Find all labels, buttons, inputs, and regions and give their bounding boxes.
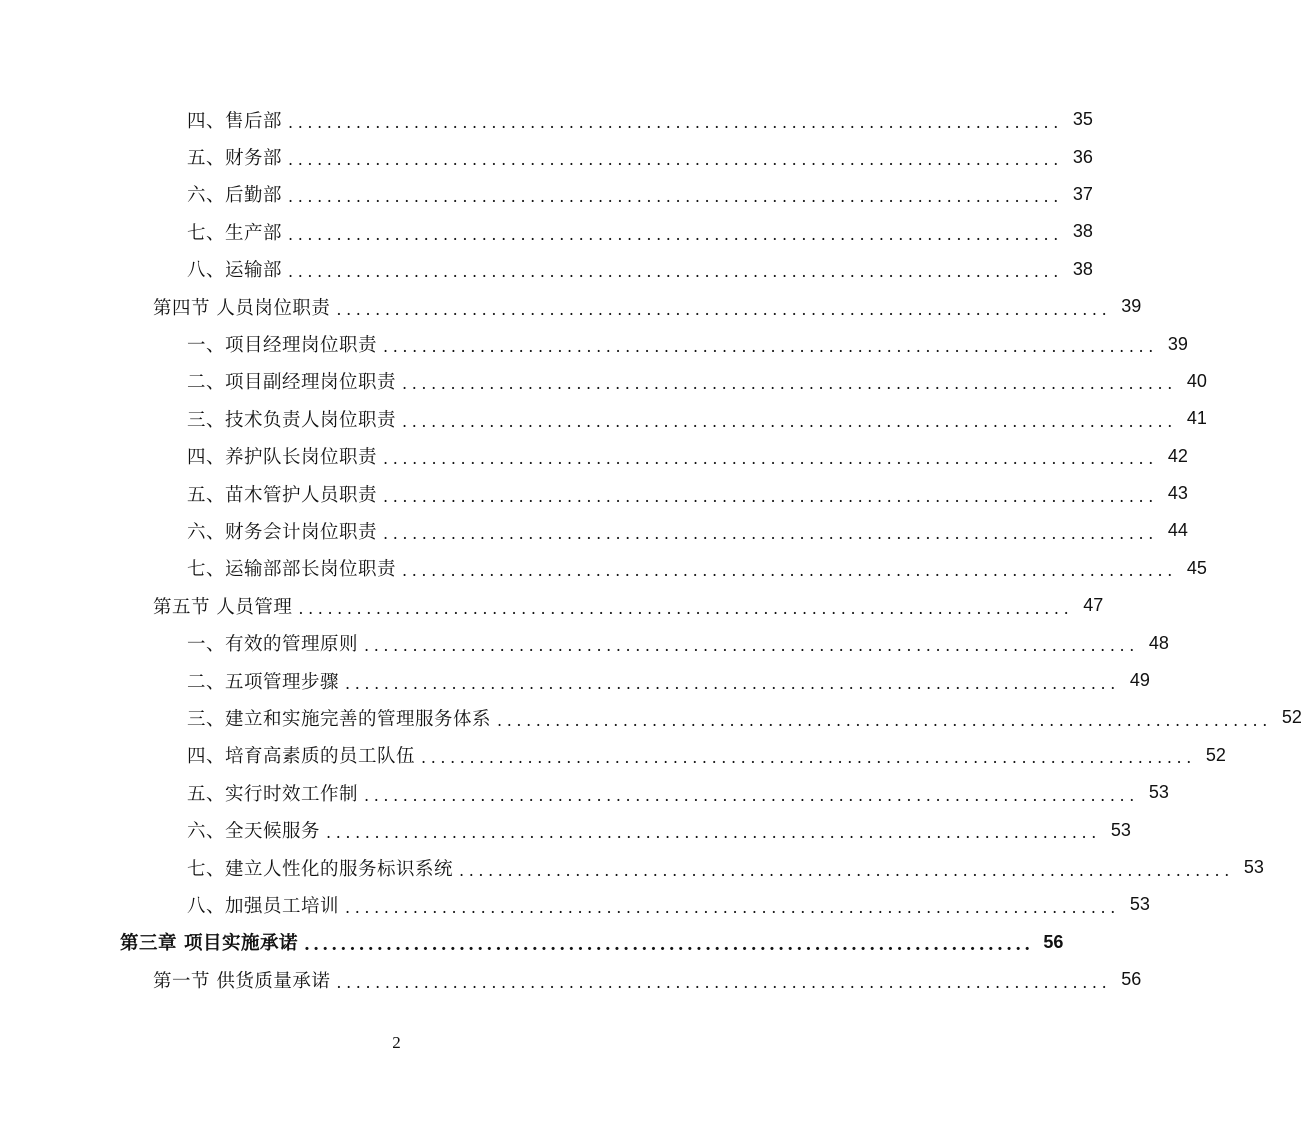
toc-entry-title: 六、后勤部 bbox=[187, 185, 283, 207]
toc-entry-title: 七、生产部 bbox=[187, 222, 283, 244]
dot-leader: ................................................................................ bbox=[288, 150, 1063, 170]
dot-leader: ................................................................................ bbox=[383, 486, 1158, 506]
toc-entry[interactable] bbox=[0, 811, 1131, 848]
toc-entry-title: 四、养护队长岗位职责 bbox=[187, 447, 378, 469]
toc-entry-title: 五、实行时效工作制 bbox=[187, 783, 359, 805]
dot-leader: ................................................................................ bbox=[364, 636, 1139, 656]
toc-entry[interactable] bbox=[0, 924, 1064, 961]
toc-entry-page: 49 bbox=[1129, 670, 1150, 691]
dot-leader: ................................................................................ bbox=[421, 748, 1196, 768]
toc-entry-title: 一、项目经理岗位职责 bbox=[187, 335, 378, 357]
dot-leader: ................................................................................ bbox=[402, 561, 1177, 581]
toc-entry-title: 第一节 供货质量承诺 bbox=[153, 970, 331, 992]
toc-entry-title: 三、技术负责人岗位职责 bbox=[187, 409, 397, 431]
toc-entry-title: 一、有效的管理原则 bbox=[187, 634, 359, 656]
toc-entry[interactable] bbox=[0, 699, 1302, 736]
dot-leader: ................................................................................ bbox=[402, 411, 1177, 431]
toc-entry-page: 40 bbox=[1186, 370, 1207, 391]
toc-entry-title: 四、售后部 bbox=[187, 110, 283, 132]
toc-entry-page: 38 bbox=[1072, 258, 1093, 279]
toc-entry-page: 43 bbox=[1167, 483, 1188, 504]
toc-entry-title: 五、苗木管护人员职责 bbox=[187, 484, 378, 506]
toc-entry-page: 52 bbox=[1205, 744, 1226, 765]
toc-entry-title: 六、全天候服务 bbox=[187, 821, 321, 843]
toc-entry-page: 53 bbox=[1110, 819, 1131, 840]
toc-entry-title: 第三章 项目实施承诺 bbox=[120, 933, 298, 955]
toc-entry-title: 四、培育高素质的员工队伍 bbox=[187, 746, 416, 768]
toc-entry-page: 38 bbox=[1072, 221, 1093, 242]
dot-leader: ................................................................................ bbox=[402, 374, 1177, 394]
toc-entry-title: 第五节 人员管理 bbox=[153, 596, 293, 618]
toc-entry-page: 44 bbox=[1167, 520, 1188, 541]
toc-entry[interactable] bbox=[0, 325, 1188, 362]
toc-entry-title: 七、建立人性化的服务标识系统 bbox=[187, 858, 454, 880]
dot-leader: ................................................................................ bbox=[288, 187, 1063, 207]
toc-entry-title: 七、运输部部长岗位职责 bbox=[187, 559, 397, 581]
dot-leader: ................................................................................ bbox=[383, 449, 1158, 469]
toc-entry[interactable] bbox=[0, 363, 1207, 400]
toc-entry[interactable] bbox=[0, 138, 1093, 175]
toc-entry-page: 39 bbox=[1167, 333, 1188, 354]
toc-entry-page: 35 bbox=[1072, 109, 1093, 130]
toc-entry-title: 六、财务会计岗位职责 bbox=[187, 521, 378, 543]
toc-entry-title: 二、五项管理步骤 bbox=[187, 671, 340, 693]
dot-leader: ................................................................................ bbox=[459, 860, 1234, 880]
toc-entry[interactable] bbox=[0, 624, 1169, 661]
toc-entry[interactable] bbox=[0, 662, 1150, 699]
dot-leader: ................................................................................ bbox=[497, 710, 1272, 730]
toc-entry-title: 三、建立和实施完善的管理服务体系 bbox=[187, 708, 492, 730]
toc-entry-page: 52 bbox=[1281, 707, 1302, 728]
dot-leader: ................................................................................ bbox=[383, 337, 1158, 357]
dot-leader: ................................................................................ bbox=[288, 224, 1063, 244]
toc-entry-page: 42 bbox=[1167, 445, 1188, 466]
toc-entry-title: 第四节 人员岗位职责 bbox=[153, 297, 331, 319]
toc-entry-title: 五、财务部 bbox=[187, 148, 283, 170]
dot-leader: ................................................................................ bbox=[345, 897, 1120, 917]
dot-leader: ................................................................................ bbox=[303, 934, 1034, 955]
toc-entry-page: 53 bbox=[1129, 894, 1150, 915]
toc-entry[interactable] bbox=[0, 251, 1093, 288]
dot-leader: ................................................................................ bbox=[383, 523, 1158, 543]
dot-leader: ................................................................................ bbox=[336, 299, 1112, 319]
toc-entry-page: 53 bbox=[1243, 857, 1264, 877]
toc-entry[interactable] bbox=[0, 587, 1104, 624]
toc-entry[interactable] bbox=[0, 213, 1093, 250]
toc-entry-page: 37 bbox=[1072, 183, 1093, 204]
page-number: 2 bbox=[392, 1033, 401, 1052]
toc-entry-page: 53 bbox=[1148, 782, 1169, 803]
dot-leader: ................................................................................ bbox=[288, 262, 1063, 282]
toc-entry[interactable] bbox=[0, 774, 1169, 811]
toc-entry-page: 47 bbox=[1083, 595, 1104, 616]
dot-leader: ................................................................................ bbox=[288, 112, 1063, 132]
table-of-contents bbox=[0, 101, 1302, 998]
toc-entry-page: 39 bbox=[1121, 296, 1142, 317]
dot-leader: ................................................................................ bbox=[345, 673, 1120, 693]
toc-entry-page: 48 bbox=[1148, 632, 1169, 653]
toc-entry-title: 八、运输部 bbox=[187, 260, 283, 282]
toc-entry-page: 45 bbox=[1186, 557, 1207, 578]
toc-entry-page: 41 bbox=[1186, 408, 1207, 429]
toc-entry-title: 二、项目副经理岗位职责 bbox=[187, 372, 397, 394]
toc-entry[interactable] bbox=[0, 512, 1188, 549]
toc-entry[interactable] bbox=[0, 400, 1207, 437]
toc-entry[interactable] bbox=[0, 475, 1188, 512]
toc-entry[interactable] bbox=[0, 961, 1142, 998]
toc-entry[interactable] bbox=[0, 886, 1150, 923]
toc-entry-page: 56 bbox=[1043, 931, 1064, 952]
dot-leader: ................................................................................ bbox=[298, 598, 1074, 618]
toc-entry[interactable] bbox=[0, 438, 1188, 475]
toc-entry-page: 36 bbox=[1072, 146, 1093, 167]
toc-entry[interactable] bbox=[0, 288, 1142, 325]
toc-entry[interactable] bbox=[0, 849, 1264, 886]
toc-entry-page: 56 bbox=[1121, 969, 1142, 990]
toc-entry[interactable] bbox=[0, 737, 1226, 774]
dot-leader: ................................................................................ bbox=[364, 785, 1139, 805]
toc-entry[interactable] bbox=[0, 550, 1207, 587]
dot-leader: ................................................................................ bbox=[326, 823, 1101, 843]
toc-entry[interactable] bbox=[0, 101, 1093, 138]
toc-entry[interactable] bbox=[0, 176, 1093, 213]
toc-entry-title: 八、加强员工培训 bbox=[187, 895, 340, 917]
dot-leader: ................................................................................ bbox=[336, 972, 1112, 992]
